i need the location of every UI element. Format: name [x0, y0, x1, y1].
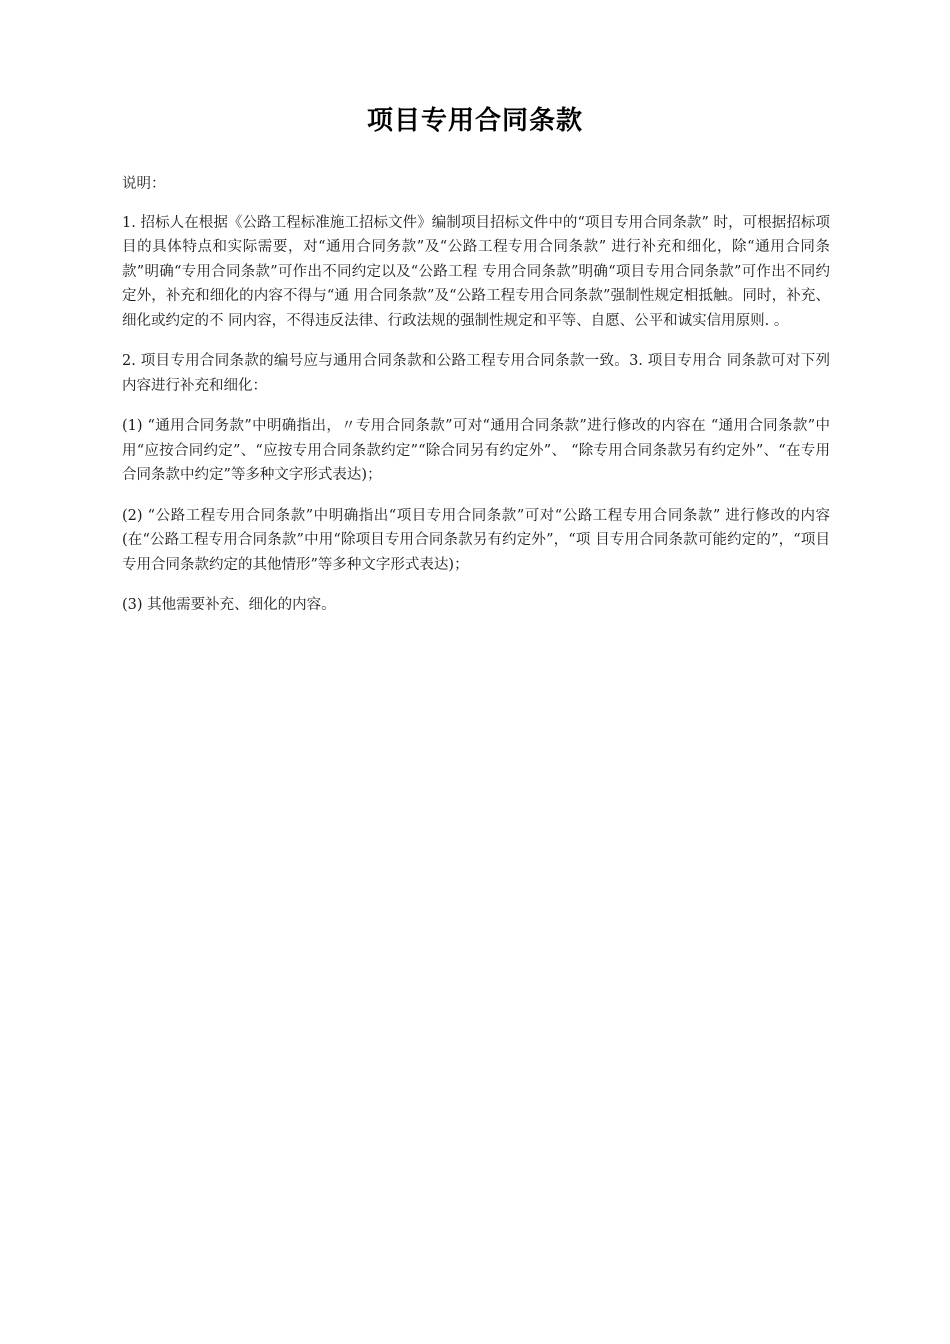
- note-paragraph-1: 1. 招标人在根据《公路工程标准施工招标文件》编制项目招标文件中的“项目专用合同条款” 时，可根据招标项目的具体特点和实际需要，对“通用合同务款”及“公路工程专用合同条款” 进行补充和细化，除“通用合同条款”明确“专用合同条款”可作出不同约定以及“公路工程 专用合同条款”明确“项目专用合同条款”可作出不同约定外，补充和细化的内容不得与“通 用合同条款”及“公路工程专用合同条款”强制性规定相抵触。同时，补充、细化或约定的不 同内容，不得违反法律、行政法规的强制性规定和平等、自愿、公平和诚实信用原则. 。: [122, 214, 830, 329]
- note-item-3: (3) 其他需要补充、细化的内容。: [122, 597, 336, 613]
- note-paragraph-2: 2. 项目专用合同条款的编号应与通用合同条款和公路工程专用合同条款一致。3. 项目专用合 同条款可对下列内容进行补充和细化：: [122, 353, 830, 394]
- note-label: 说明：: [122, 176, 166, 192]
- document-body: [122, 172, 830, 634]
- document-title: 项目专用合同条款: [366, 106, 583, 136]
- note-item-1: (1) “通用合同务款”中明确指出，〃专用合同条款”可对“通用合同条款”进行修改的内容在 “通用合同条款”中用“应按合同约定”、“应按专用合同条款约定”“除合同另有约定外”、 “除专用合同条款另有约定外”、“在专用合同条款中约定”等多种文字形式表达)；: [122, 418, 830, 483]
- note-item-2: (2) “公路工程专用合同条款”中明确指出“项目专用合同条款”可对“公路工程专用合同条款” 进行修改的内容(在“公路工程专用合同条款”中用“除项目专用合同条款另有约定外”，“项 目专用合同条款可能约定的”，“项目专用合同条款约定的其他情形”等多种文字形式表达)；: [122, 507, 830, 573]
